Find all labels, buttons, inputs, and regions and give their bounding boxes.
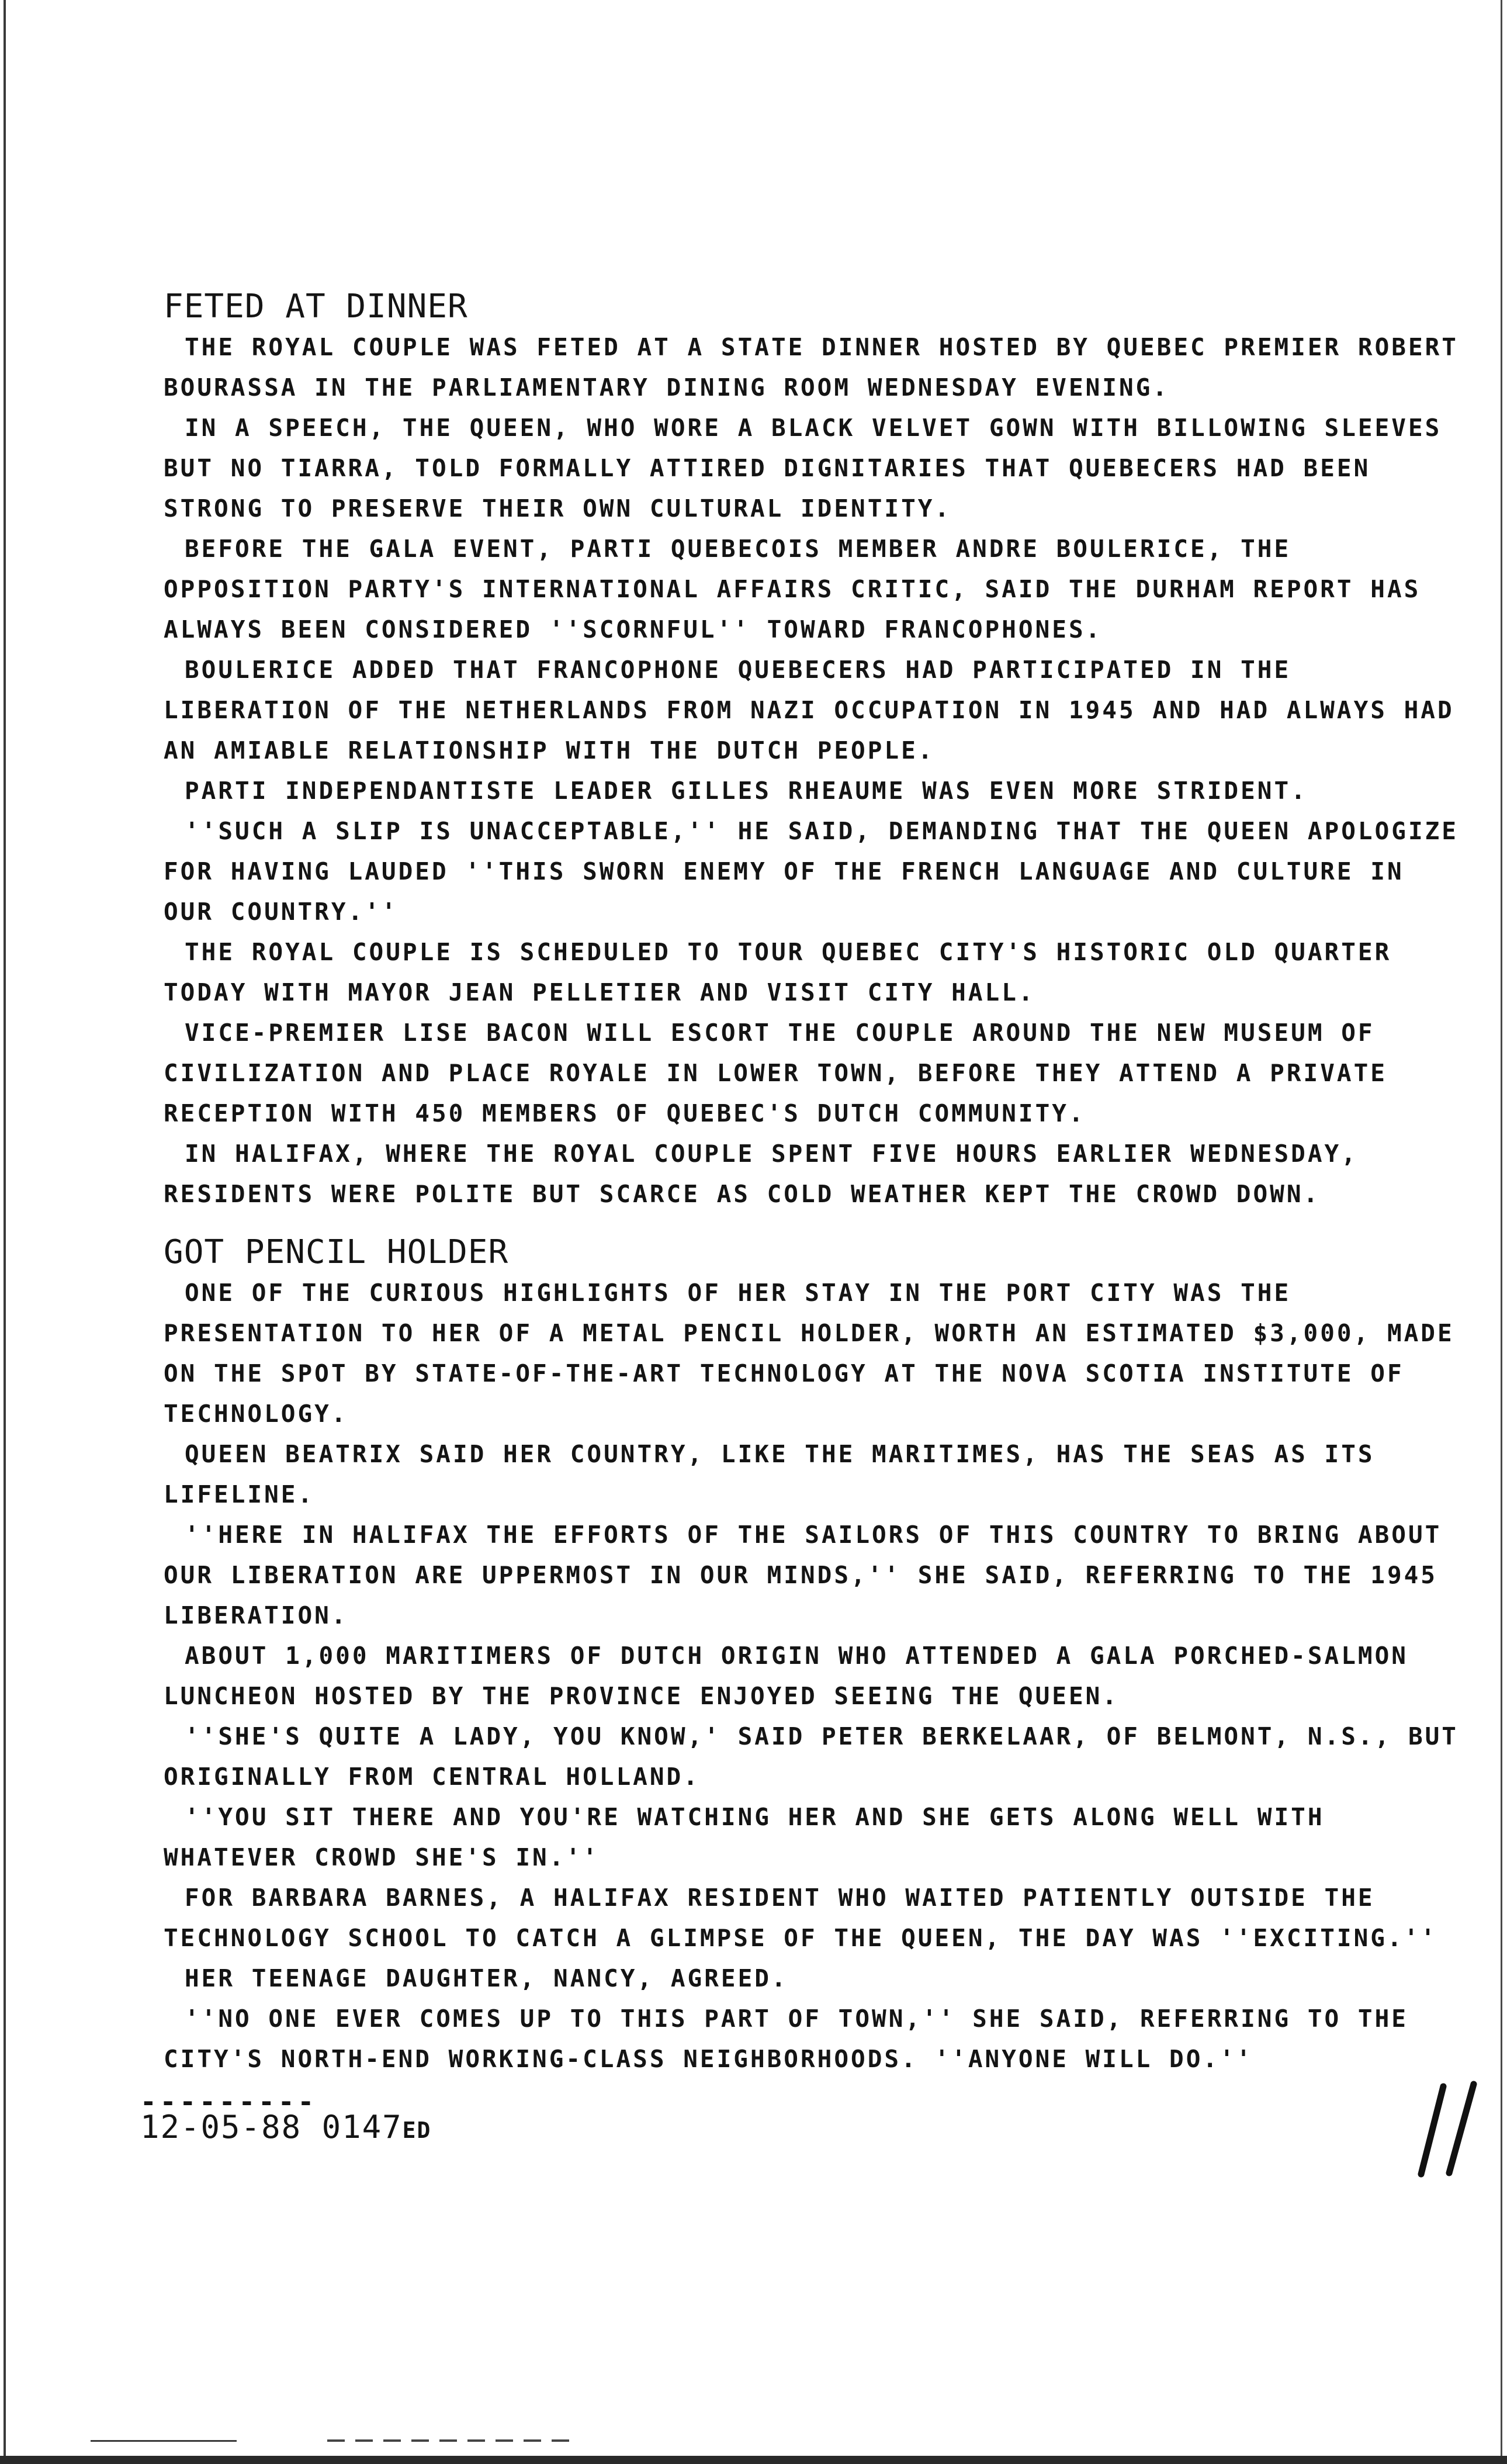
bottom-rule bbox=[91, 2440, 237, 2442]
paragraph: IN HALIFAX, WHERE THE ROYAL COUPLE SPENT FIVE HOURS EARLIER WEDNESDAY, RESIDENTS WERE POLITE BUT SCARCE AS COLD WEATHER KEPT THE CROWD DOWN. bbox=[164, 1140, 1358, 1208]
article-body bbox=[164, 286, 1461, 2079]
paragraph: ''YOU SIT THERE AND YOU'RE WATCHING HER AND SHE GETS ALONG WELL WITH WHATEVER CROWD SHE'S IN.'' bbox=[164, 1803, 1325, 1871]
wire-slug bbox=[140, 2107, 431, 2151]
paragraph: BOULERICE ADDED THAT FRANCOPHONE QUEBECERS HAD PARTICIPATED IN THE LIBERATION OF THE NETHERLANDS FROM NAZI OCCUPATION IN 1945 AND HAD ALWAYS HAD AN AMIABLE RELATIONSHIP WITH THE DUTCH PEOPLE. bbox=[164, 656, 1454, 764]
slug-date: 12-05-88 0147 bbox=[140, 2109, 403, 2145]
paragraph: HER TEENAGE DAUGHTER, NANCY, AGREED. bbox=[185, 1964, 788, 1992]
paragraph: ABOUT 1,000 MARITIMERS OF DUTCH ORIGIN WHO ATTENDED A GALA PORCHED-SALMON LUNCHEON HOSTED BY THE PROVINCE ENJOYED SEEING THE QUEEN. bbox=[164, 1642, 1408, 1710]
paragraph: ONE OF THE CURIOUS HIGHLIGHTS OF HER STAY IN THE PORT CITY WAS THE PRESENTATION TO HER OF A METAL PENCIL HOLDER, WORTH AN ESTIMATED $3,000, MADE ON THE SPOT BY STATE-OF-THE-ART TECHNOLOGY AT THE NOVA SCOTIA INSTITUTE OF TECHNOLOGY. bbox=[164, 1279, 1454, 1428]
paragraph: ''SHE'S QUITE A LADY, YOU KNOW,' SAID PETER BERKELAAR, OF BELMONT, N.S., BUT ORIGINALLY FROM CENTRAL HOLLAND. bbox=[164, 1722, 1459, 1791]
paragraph: PARTI INDEPENDANTISTE LEADER GILLES RHEAUME WAS EVEN MORE STRIDENT. bbox=[185, 777, 1308, 805]
bottom-dashed-rule bbox=[327, 2431, 573, 2443]
paragraph: THE ROYAL COUPLE WAS FETED AT A STATE DINNER HOSTED BY QUEBEC PREMIER ROBERT BOURASSA IN THE PARLIAMENTARY DINING ROOM WEDNESDAY EVENING. bbox=[164, 333, 1459, 402]
paragraph: IN A SPEECH, THE QUEEN, WHO WORE A BLACK VELVET GOWN WITH BILLOWING SLEEVES BUT NO TIARRA, TOLD FORMALLY ATTIRED DIGNITARIES THAT QUEBECERS HAD BEEN STRONG TO PRESERVE THEIR OWN CULTURAL IDENTITY. bbox=[164, 414, 1442, 522]
page-right-edge bbox=[1501, 0, 1502, 2464]
paragraph: BEFORE THE GALA EVENT, PARTI QUEBECOIS MEMBER ANDRE BOULERICE, THE OPPOSITION PARTY'S INTERNATIONAL AFFAIRS CRITIC, SAID THE DURHAM REPORT HAS ALWAYS BEEN CONSIDERED ''SCORNFUL'' TOWARD FRANCOPHONES. bbox=[164, 535, 1421, 643]
end-separator: --------- bbox=[140, 2086, 318, 2117]
section-heading-got-pencil-holder: GOT PENCIL HOLDER bbox=[164, 1233, 509, 1271]
paragraph: ''SUCH A SLIP IS UNACCEPTABLE,'' HE SAID, DEMANDING THAT THE QUEEN APOLOGIZE FOR HAVING LAUDED ''THIS SWORN ENEMY OF THE FRENCH LANGUAGE AND CULTURE IN OUR COUNTRY.'' bbox=[164, 817, 1459, 926]
paragraph: ''HERE IN HALIFAX THE EFFORTS OF THE SAILORS OF THIS COUNTRY TO BRING ABOUT OUR LIBERATION ARE UPPERMOST IN OUR MINDS,'' SHE SAID, REFERRING TO THE 1945 LIBERATION. bbox=[164, 1521, 1442, 1629]
page-bottom-edge bbox=[0, 2456, 1507, 2464]
paragraph: ''NO ONE EVER COMES UP TO THIS PART OF TOWN,'' SHE SAID, REFERRING TO THE CITY'S NORTH-END WORKING-CLASS NEIGHBORHOODS. ''ANYONE WILL DO.'' bbox=[164, 2005, 1408, 2073]
section-heading-feted-at-dinner: FETED AT DINNER bbox=[164, 288, 468, 326]
slug-suffix: ED bbox=[402, 2117, 432, 2143]
paragraph: QUEEN BEATRIX SAID HER COUNTRY, LIKE THE MARITIMES, HAS THE SEAS AS ITS LIFELINE. bbox=[164, 1440, 1375, 1508]
handwritten-end-mark-icon bbox=[1408, 2081, 1484, 2180]
paragraph: VICE-PREMIER LISE BACON WILL ESCORT THE COUPLE AROUND THE NEW MUSEUM OF CIVILIZATION AND PLACE ROYALE IN LOWER TOWN, BEFORE THEY ATTEND A PRIVATE RECEPTION WITH 450 MEMBERS OF QUEBEC'S DUTCH COMMUNITY. bbox=[164, 1019, 1387, 1127]
page-left-edge bbox=[4, 0, 6, 2464]
paragraph: THE ROYAL COUPLE IS SCHEDULED TO TOUR QUEBEC CITY'S HISTORIC OLD QUARTER TODAY WITH MAYOR JEAN PELLETIER AND VISIT CITY HALL. bbox=[164, 938, 1392, 1006]
paragraph: FOR BARBARA BARNES, A HALIFAX RESIDENT WHO WAITED PATIENTLY OUTSIDE THE TECHNOLOGY SCHOOL TO CATCH A GLIMPSE OF THE QUEEN, THE DAY WAS ''EXCITING.'' bbox=[164, 1884, 1437, 1952]
